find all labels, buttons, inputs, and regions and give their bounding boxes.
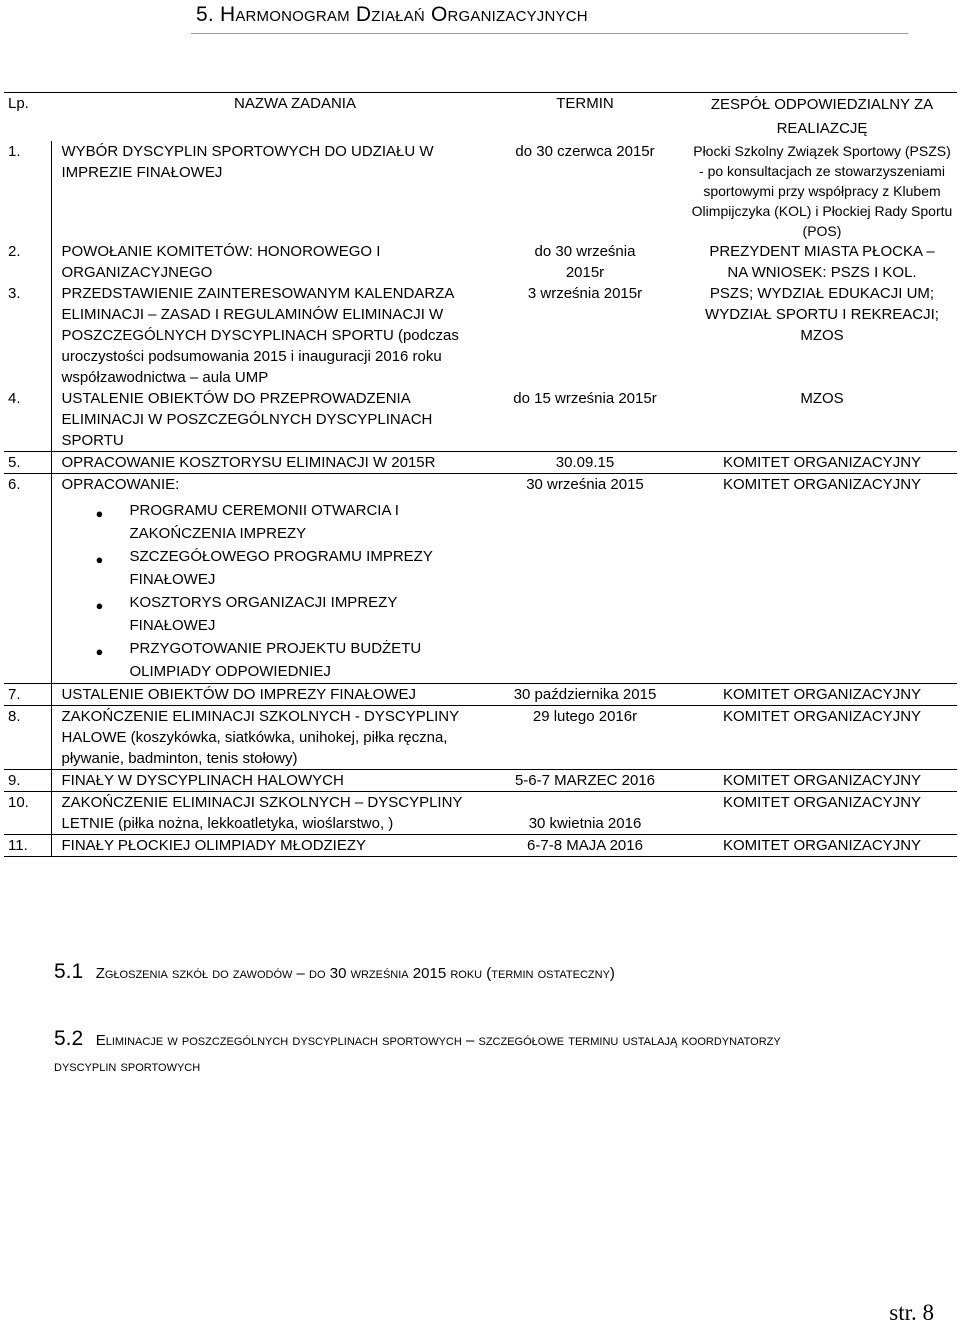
row-5-term: 30.09.15 [555,454,615,471]
heading-rule [191,33,908,34]
list-item [95,591,480,637]
row-1-team: Płocki Szkolny Związek Sportowy (PSZS) - po konsultacjach ze stowarzyszeniami sportowymi przy współpracy z Klubem Olimpijczyka (KOL) i Płockiej Rady Sportu (POS) [691,143,953,239]
note-5-1-text: Zgłoszenia szkół do zawodów – do 30 września 2015 roku (termin ostateczny) [95,965,615,982]
row-6-name-text: OPRACOWANIE: [61,476,180,493]
header-team: ZESPÓŁ ODPOWIEDZIALNY ZA REALIAZCJĘ [710,96,934,137]
row-4-team: MZOS [800,390,844,407]
table-row [4,388,957,452]
table-row [4,474,957,684]
row-3-team: PSZS; WYDZIAŁ EDUKACJI UM; WYDZIAŁ SPORTU I REKREACJI; MZOS [705,285,939,344]
row-6-name [51,474,483,684]
row-8-team: KOMITET ORGANIZACYJNY [722,708,922,725]
row-10-lp: 10. [4,792,51,835]
list-item-text: PRZYGOTOWANIE PROJEKTU BUDŻETU OLIMPIADY ODPOWIEDNIEJ [129,640,422,680]
note-5-1-number: 5.1 [54,960,84,983]
schedule-table [4,92,957,857]
list-item-text: PROGRAMU CEREMONII OTWARCIA I ZAKOŃCZENIA IMPREZY [129,502,399,542]
section-heading: 5. Harmonogram Działań Organizacyjnych [196,3,588,26]
row-2-lp: 2. [4,241,51,283]
list-item-text: KOSZTORYS ORGANIZACJI IMPREZY FINAŁOWEJ [129,594,398,634]
row-2-term: do 30 września 2015r [534,243,636,281]
row-5-name: OPRACOWANIE KOSZTORYSU ELIMINACJI W 2015R [61,454,436,471]
row-10-term: 30 kwietnia 2016 [528,815,642,832]
row-8-name: ZAKOŃCZENIE ELIMINACJI SZKOLNYCH - DYSCYPLINY HALOWE (koszykówka, siatkówka, unihokej, piłka ręczna, pływanie, badminton, tenis stołowy) [61,708,459,767]
row-7-name: USTALENIE OBIEKTÓW DO IMPREZY FINAŁOWEJ [61,686,416,703]
row-1-name: WYBÓR DYSCYPLIN SPORTOWYCH DO UDZIAŁU W IMPREZIE FINAŁOWEJ [61,143,434,181]
table-row [4,770,957,792]
list-item-text: SZCZEGÓŁOWEGO PROGRAMU IMPREZY FINAŁOWEJ [129,548,433,588]
row-9-name: FINAŁY W DYSCYPLINACH HALOWYCH [61,772,344,789]
row-11-team: KOMITET ORGANIZACYJNY [722,837,922,854]
list-item [95,545,480,591]
table-header-row [4,93,957,142]
row-3-term: 3 września 2015r [527,285,643,302]
note-5-1 [54,960,894,984]
note-5-2 [54,1026,814,1080]
row-11-lp: 11. [4,835,51,857]
note-5-2-text: Eliminacje w poszczególnych dyscyplinach sportowych – szczegółowe terminu ustalają koordynatorzy dyscyplin sportowych [54,1032,781,1075]
list-item [95,637,480,683]
row-1-term: do 30 czerwca 2015r [515,143,655,160]
table-row [4,452,957,474]
table-row [4,283,957,388]
list-item [95,499,480,545]
row-5-lp: 5. [4,452,51,474]
row-9-lp: 9. [4,770,51,792]
table-row [4,684,957,706]
header-term: TERMIN [556,95,614,112]
page-number: str. 8 [889,1300,934,1325]
row-2-name: POWOŁANIE KOMITETÓW: HONOROWEGO I ORGANIZACYJNEGO [61,243,381,281]
row-11-term: 6-7-8 MAJA 2016 [527,837,643,854]
table-row [4,835,957,857]
bullet-icon: ● [95,644,104,659]
row-6-items [62,499,480,683]
header-lp: Lp. [8,95,29,112]
row-10-name: ZAKOŃCZENIE ELIMINACJI SZKOLNYCH – DYSCYPLINY LETNIE (piłka nożna, lekkoatletyka, wioślarstwo, ) [61,794,463,832]
row-7-team: KOMITET ORGANIZACYJNY [722,686,922,703]
row-7-lp: 7. [4,684,51,706]
row-4-term: do 15 września 2015r [513,390,657,407]
row-5-team: KOMITET ORGANIZACYJNY [722,454,922,471]
table-row [4,141,957,241]
table-row [4,792,957,835]
row-6-term: 30 września 2015 [526,476,644,493]
row-8-lp: 8. [4,706,51,770]
table-row [4,241,957,283]
row-4-name: USTALENIE OBIEKTÓW DO PRZEPROWADZENIA ELIMINACJI W POSZCZEGÓLNYCH DYSCYPLINACH SPORTU [61,390,433,449]
row-6-team: KOMITET ORGANIZACYJNY [722,476,922,493]
row-8-term: 29 lutego 2016r [532,708,638,725]
row-10-team: KOMITET ORGANIZACYJNY [722,794,922,811]
row-3-lp: 3. [4,283,51,388]
row-9-term: 5-6-7 MARZEC 2016 [514,772,656,789]
table-row [4,706,957,770]
row-7-term: 30 października 2015 [513,686,657,703]
bullet-icon: ● [95,598,104,613]
row-2-team: PREZYDENT MIASTA PŁOCKA – NA WNIOSEK: PSZS I KOL. [709,243,935,281]
note-5-2-number: 5.2 [54,1027,84,1050]
header-name: NAZWA ZADANIA [234,95,356,112]
bullet-icon: ● [95,506,104,521]
row-4-lp: 4. [4,388,51,452]
row-6-lp: 6. [4,474,51,684]
bullet-icon: ● [95,552,104,567]
row-11-name: FINAŁY PŁOCKIEJ OLIMPIADY MŁODZIEZY [61,837,367,854]
row-1-lp: 1. [4,141,51,241]
row-3-name: PRZEDSTAWIENIE ZAINTERESOWANYM KALENDARZA ELIMINACJI – ZASAD I REGULAMINÓW ELIMINACJI W POSZCZEGÓLNYCH DYSCYPLINACH SPORTU (podczas uroczystości podsumowania 2015 i inauguracji 2016 roku współzawodnictwa – aula UMP [61,285,459,386]
row-9-team: KOMITET ORGANIZACYJNY [722,772,922,789]
